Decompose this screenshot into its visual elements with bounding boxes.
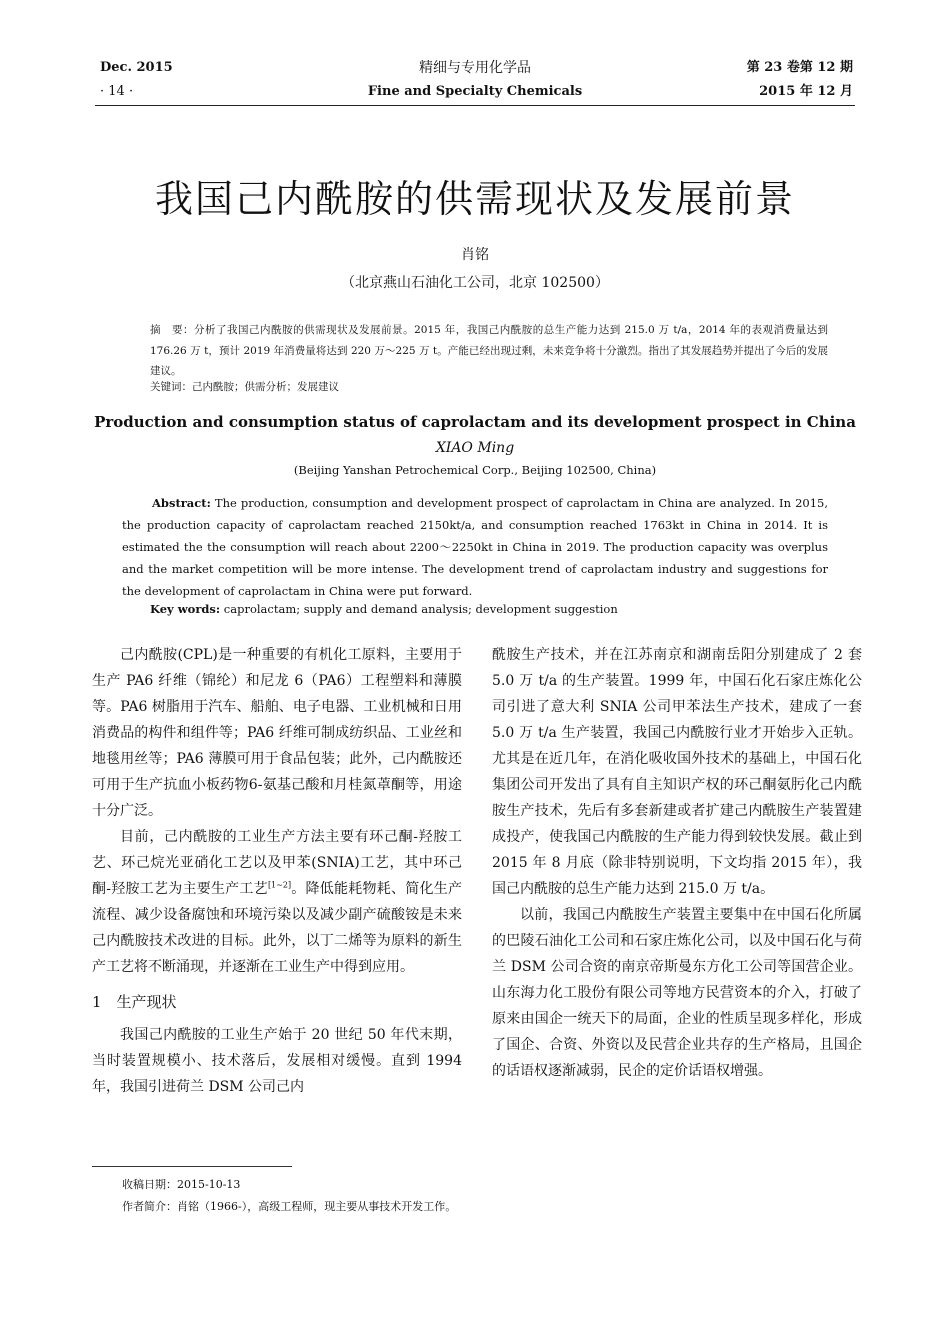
body-column-right (492, 642, 862, 1084)
abstract-cn (150, 320, 828, 382)
header-issue-date: 2015 年 12 月 (759, 84, 853, 99)
article-title-en: Production and consumption status of caprolactam and its development prospect in China (94, 413, 856, 431)
paragraph-processes-text-b: 。降低能耗物耗、简化生产流程、减少设备腐蚀和环境污染以及减少副产硫酸铵是未来己内酰胺技术改进的目标。此外，以丁二烯等为原料的新生产工艺将不断涌现，并逐渐在工业生产中得到应用。 (92, 881, 463, 975)
keywords-label-en: Key words: (150, 602, 221, 616)
author-cn: 肖铭 (461, 247, 489, 263)
paragraph-industry-structure: 以前，我国己内酰胺生产装置主要集中在中国石化所属的巴陵石油化工公司和石家庄炼化公司，以及中国石化与荷兰 DSM 公司合资的南京帝斯曼东方化工公司等国营企业。山东海力化工股份有限公司等地方民营资本的介入，打破了原来由国企一统天下的局面，企业的性质呈现多样化，形成了国企、合资、外资以及民营企业共存的生产格局，且国企的话语权逐渐减弱，民企的定价话语权增强。 (492, 907, 862, 1079)
abstract-text-en: The production, consumption and development prospect of caprolactam in China are analyzed. In 2015, the production capacity of caprolactam reached 2150kt/a, and consumption reached 1763kt in China in 2014. It is estimated the the consumption will reach about 2200～2250kt in China in 2019. The production capacity was overplus and the market competition will be more intense. The development trend of caprolactam industry and suggestions for the development of caprolactam in China were put forward. (122, 496, 828, 598)
paragraph-processes-text-a: 目前，己内酰胺的工业生产方法主要有环己酮-羟胺工艺、环己烷光亚硝化工艺以及甲苯(SNIA)工艺，其中环己酮-羟胺工艺为主要生产工艺 (92, 829, 462, 897)
keywords-label-cn: 关键词： (150, 381, 192, 393)
body-column-left (92, 642, 462, 1100)
abstract-label-en: Abstract: (152, 496, 211, 510)
keywords-cn (150, 379, 339, 395)
keywords-text-cn: 己内酰胺；供需分析；发展建议 (192, 381, 339, 393)
article-title-cn: 我国己内酰胺的供需现状及发展前景 (154, 177, 795, 221)
header-date: Dec. 2015 (100, 60, 173, 75)
abstract-text-cn: 分析了我国己内酰胺的供需现状及发展前景。2015 年，我国己内酰胺的总生产能力达到 215.0 万 t/a，2014 年的表观消费量达到 176.26 万 t，预计 2019 年消费量将达到 220 万～225 万 t。产能已经出现过剩，未来竞争将十分激烈。指出了其发展趋势并提出了今后的发展建议。 (150, 324, 828, 377)
citation-ref: [1~2] (267, 880, 292, 890)
paragraph-processes (92, 824, 462, 980)
keywords-en (150, 600, 618, 618)
affiliation-en: (Beijing Yanshan Petrochemical Corp., Beijing 102500, China) (293, 463, 657, 477)
abstract-en (122, 492, 828, 602)
paragraph-history: 我国己内酰胺的工业生产始于 20 世纪 50 年代末期，当时装置规模小、技术落后，发展相对缓慢。直到 1994 年，我国引进荷兰 DSM 公司己内 (92, 1027, 462, 1095)
affiliation-cn: （北京燕山石油化工公司，北京 102500） (341, 275, 609, 291)
header-page-number: · 14 · (100, 84, 134, 99)
footnote-author-bio: 作者简介：肖铭（1966-），高级工程师，现主要从事技术开发工作。 (122, 1200, 457, 1213)
header-journal-cn: 精细与专用化学品 (419, 60, 531, 76)
author-en: XIAO Ming (435, 440, 515, 456)
header-rule (95, 105, 855, 106)
section-heading-1: 1 生产现状 (92, 993, 177, 1011)
header-right (747, 56, 853, 104)
footnote-received-date: 收稿日期：2015-10-13 (122, 1178, 241, 1191)
header-journal-en: Fine and Specialty Chemicals (367, 84, 583, 99)
keywords-text-en: caprolactam; supply and demand analysis; development suggestion (223, 602, 618, 616)
running-header (0, 56, 950, 106)
paragraph-history-cont: 酰胺生产技术，并在江苏南京和湖南岳阳分别建成了 2 套 5.0 万 t/a 的生产装置。1999 年，中国石化石家庄炼化公司引进了意大利 SNIA 公司甲苯法生产技术，建成了一套 5.0 万 t/a 生产装置，我国己内酰胺行业才开始步入正轨。尤其是在近几年，在消化吸收国外技术的基础上，中国石化集团公司开发出了具有自主知识产权的环己酮氨肟化己内酰胺生产技术，先后有多套新建或者扩建己内酰胺生产装置建成投产，使我国己内酰胺的生产能力得到较快发展。截止到 2015 年 8 月底（除非特别说明，下文均指 2015 年），我国己内酰胺的总生产能力达到 215.0 万 t/a。 (492, 647, 862, 897)
paragraph-intro: 己内酰胺(CPL)是一种重要的有机化工原料，主要用于生产 PA6 纤维（锦纶）和尼龙 6（PA6）工程塑料和薄膜等。PA6 树脂用于汽车、船舶、电子电器、工业机械和日用消费品的构件和组件等；PA6 纤维可制成纺织品、工业丝和地毯用丝等；PA6 薄膜可用于食品包装；此外，己内酰胺还可用于生产抗血小板药物6-氨基己酸和月桂氮䓬酮等，用途十分广泛。 (92, 647, 462, 819)
footnote-rule (92, 1166, 292, 1167)
header-volume: 第 23 卷第 12 期 (746, 60, 853, 75)
abstract-label-cn: 摘 要： (150, 324, 195, 336)
